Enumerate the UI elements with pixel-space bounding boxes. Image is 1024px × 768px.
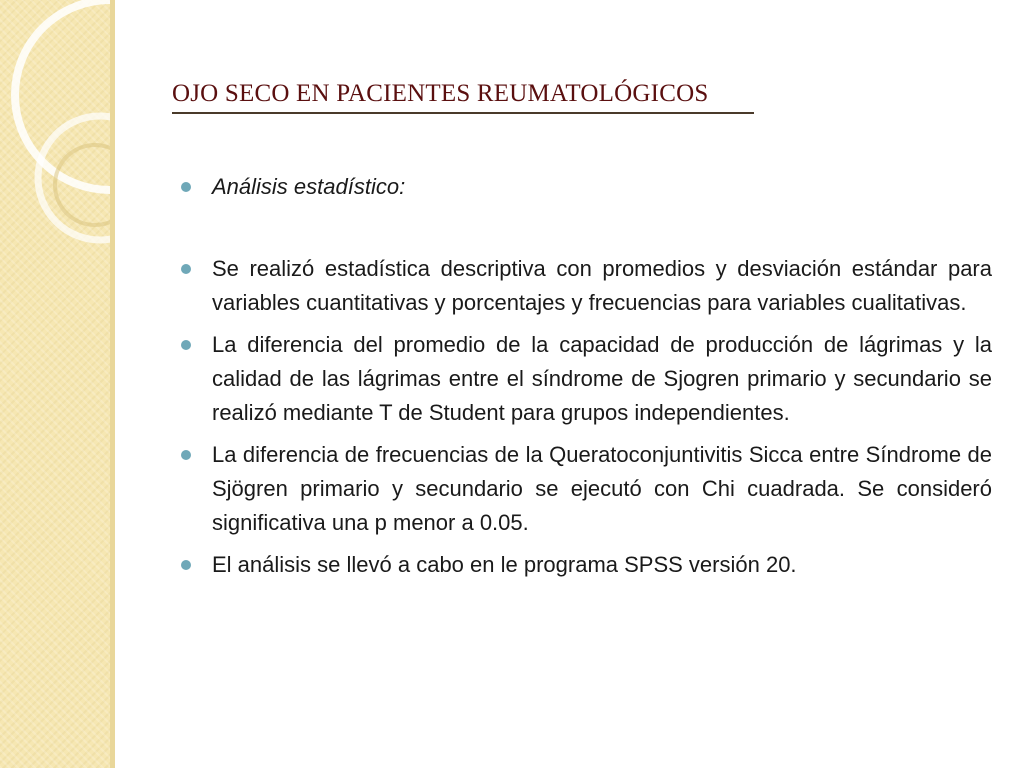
bullet-text: El análisis se llevó a cabo en le programa SPSS versión 20. (212, 552, 797, 577)
bullet-item-descriptive-stats (212, 252, 992, 320)
decorative-side-panel (0, 0, 115, 768)
bullet-text: La diferencia de frecuencias de la Queratoconjuntivitis Sicca entre Síndrome de Sjögren primario y secundario se ejecutó con Chi cuadrada. Se consideró significativa una p menor a 0.05. (212, 442, 992, 535)
bullet-item-statistical-analysis (212, 170, 992, 204)
bullet-list (212, 170, 992, 582)
bullet-text: La diferencia del promedio de la capacidad de producción de lágrimas y la calidad de las lágrimas entre el síndrome de Sjogren primario y secundario se realizó mediante T de Student para grupos independientes. (212, 332, 992, 425)
bullet-dot-icon (181, 264, 191, 274)
side-panel-edge (110, 0, 115, 768)
slide-title: OJO SECO EN PACIENTES REUMATOLÓGICOS (172, 80, 709, 107)
bullet-dot-icon (181, 340, 191, 350)
bullet-dot-icon (181, 450, 191, 460)
bullet-text: Análisis estadístico: (212, 174, 406, 199)
bullet-text: Se realizó estadística descriptiva con promedios y desviación estándar para variables cuantitativas y porcentajes y frecuencias para variables cualitativas. (212, 256, 992, 315)
bullet-item-chi-square (212, 438, 992, 540)
decorative-circles (0, 0, 115, 768)
bullet-dot-icon (181, 182, 191, 192)
bullet-dot-icon (181, 560, 191, 570)
bullet-item-t-student (212, 328, 992, 430)
bullet-item-spss (212, 548, 992, 582)
title-underline (172, 112, 754, 114)
